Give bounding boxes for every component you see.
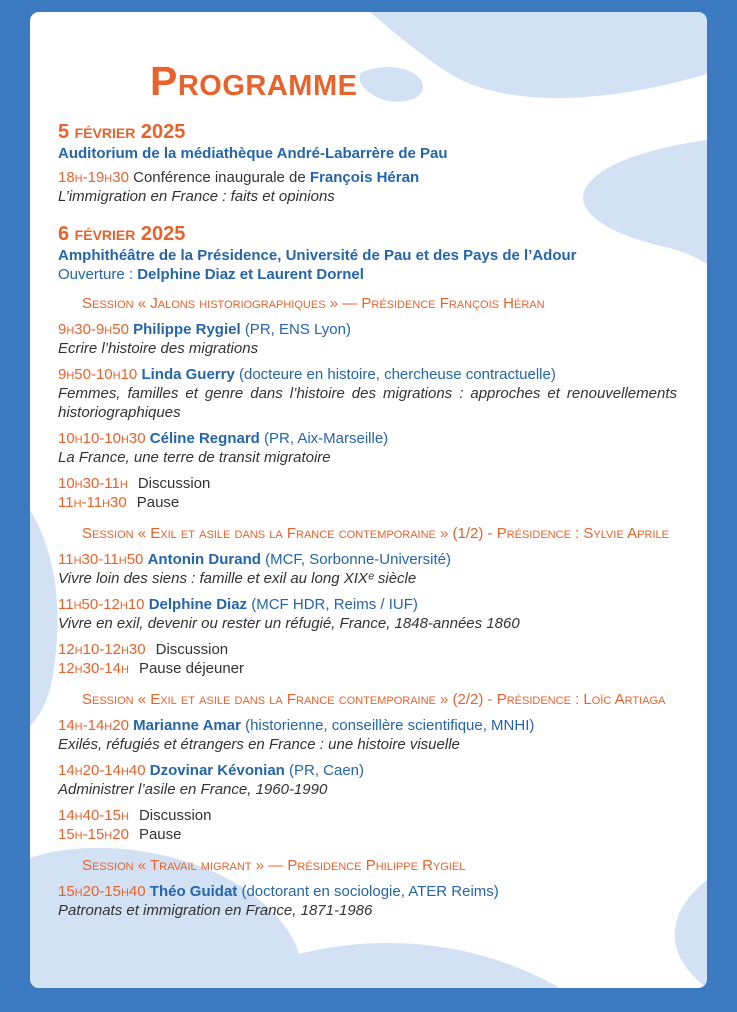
talk-time: 15h20-15h40 <box>58 883 146 900</box>
document-background <box>0 12 737 1012</box>
speaker-affiliation: (MCF HDR, Reims / IUF) <box>251 596 418 613</box>
break-label: Pause déjeuner <box>138 660 245 677</box>
break-time: 14h40-15h <box>58 807 129 824</box>
talk-title: Administrer l’asile en France, 1960-1990 <box>58 781 328 798</box>
break-item <box>58 659 677 678</box>
opening-names: Delphine Diaz et Laurent Dornel <box>137 266 364 283</box>
talk-time: 9h50-10h10 <box>58 366 138 383</box>
day-2-venue: Amphithéâtre de la Présidence, Université de Pau et des Pays de l’Adour <box>58 247 577 264</box>
break-item <box>58 493 677 512</box>
speaker-affiliation: (docteure en histoire, chercheuse contractuelle) <box>238 366 556 383</box>
day-2-date: 6 février 2025 <box>58 223 186 245</box>
talk <box>58 429 677 467</box>
breaks-block <box>58 640 677 678</box>
session-header-2: Session « Exil et asile dans la France contemporaine » (1/2) - Présidence : Sylvie Aprile <box>82 525 669 542</box>
talk-title: L’immigration en France : faits et opinions <box>58 188 335 205</box>
inaugural-line <box>58 168 677 187</box>
breaks-block <box>58 806 677 844</box>
inaugural-lecture <box>58 168 677 206</box>
speaker-affiliation: (PR, ENS Lyon) <box>244 321 351 338</box>
speaker-name: Céline Regnard <box>149 430 260 447</box>
talk-title: La France, une terre de transit migratoire <box>58 449 331 466</box>
talk-title: Femmes, familles et genre dans l’histoire des migrations : approches et renouvellements historiographiques <box>58 385 677 421</box>
speaker-name: Dzovinar Kévonian <box>149 762 285 779</box>
talk-line <box>58 550 677 569</box>
talk-line <box>58 716 677 735</box>
break-item <box>58 474 677 493</box>
speaker-name: Philippe Rygiel <box>133 321 241 338</box>
session-header-1: Session « Jalons historiographiques » — Présidence François Héran <box>82 295 545 312</box>
talk-title: Vivre loin des siens : famille et exil au long XIXᵉ siècle <box>58 570 417 587</box>
talk-time: 11h50-12h10 <box>58 596 145 613</box>
speaker-name: Linda Guerry <box>141 366 235 383</box>
speaker-affiliation: (MCF, Sorbonne-Université) <box>265 551 451 568</box>
talk <box>58 595 677 633</box>
talk <box>58 882 677 920</box>
talk-time: 14h20-14h40 <box>58 762 146 779</box>
speaker-affiliation: (doctorant en sociologie, ATER Reims) <box>241 883 499 900</box>
talk-line <box>58 761 677 780</box>
break-time: 10h30-11h <box>58 475 128 492</box>
break-label: Discussion <box>137 475 211 492</box>
break-time: 12h30-14h <box>58 660 129 677</box>
talk-time: 18h-19h30 <box>58 169 129 186</box>
talk-line <box>58 320 677 339</box>
talk-time: 9h30-9h50 <box>58 321 129 338</box>
break-label: Pause <box>138 826 182 843</box>
break-time: 11h-11h30 <box>58 494 127 511</box>
speaker-name: Marianne Amar <box>133 717 241 734</box>
opening-label: Ouverture : <box>58 266 134 283</box>
break-time: 15h-15h20 <box>58 826 129 843</box>
breaks-block <box>58 474 677 512</box>
page-title: Programme <box>150 58 358 104</box>
talk <box>58 716 677 754</box>
talk-time: 10h10-10h30 <box>58 430 146 447</box>
speaker-affiliation: (historienne, conseillère scientifique, MNHI) <box>245 717 535 734</box>
talk-title: Exilés, réfugiés et étrangers en France : une histoire visuelle <box>58 736 460 753</box>
talk-time: 14h-14h20 <box>58 717 129 734</box>
talk <box>58 320 677 358</box>
talk-line <box>58 365 677 384</box>
talk-line <box>58 429 677 448</box>
session-header-3: Session « Exil et asile dans la France contemporaine » (2/2) - Présidence : Loïc Artiaga <box>82 691 666 708</box>
programme-content <box>30 12 707 920</box>
break-label: Pause <box>136 494 180 511</box>
session-header-4: Session « Travail migrant » — Présidence Philippe Rygiel <box>82 857 466 874</box>
speaker-name: François Héran <box>309 169 420 186</box>
talk-text: Conférence inaugurale de <box>133 169 306 186</box>
speaker-name: Antonin Durand <box>147 551 261 568</box>
day-1-block <box>58 120 677 206</box>
talk-time: 11h30-11h50 <box>58 551 144 568</box>
day-2-block <box>58 222 677 284</box>
break-item <box>58 640 677 659</box>
talk <box>58 550 677 588</box>
break-time: 12h10-12h30 <box>58 641 146 658</box>
talk <box>58 365 677 422</box>
speaker-affiliation: (PR, Aix-Marseille) <box>264 430 389 447</box>
opening-line <box>58 265 677 284</box>
speaker-name: Delphine Diaz <box>148 596 248 613</box>
talk-line <box>58 595 677 614</box>
talk-title: Patronats et immigration en France, 1871-1986 <box>58 902 373 919</box>
break-item <box>58 825 677 844</box>
day-1-venue: Auditorium de la médiathèque André-Labarrère de Pau <box>58 145 448 162</box>
talk-title: Vivre en exil, devenir ou rester un réfugié, France, 1848-années 1860 <box>58 615 520 632</box>
speaker-affiliation: (PR, Caen) <box>289 762 365 779</box>
break-label: Discussion <box>138 807 212 824</box>
speaker-name: Théo Guidat <box>149 883 238 900</box>
break-label: Discussion <box>155 641 229 658</box>
break-item <box>58 806 677 825</box>
talk <box>58 761 677 799</box>
day-1-date: 5 février 2025 <box>58 121 186 143</box>
talk-line <box>58 882 677 901</box>
document-page <box>30 12 707 988</box>
talk-title: Ecrire l’histoire des migrations <box>58 340 259 357</box>
